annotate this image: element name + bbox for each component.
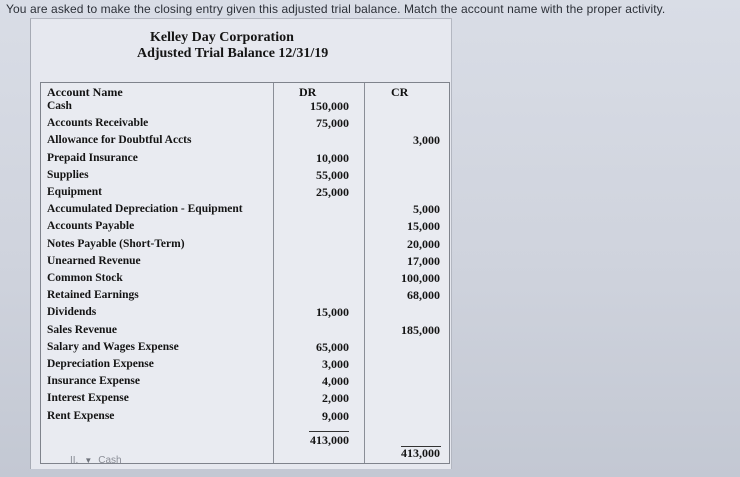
row-cr-value: 20,000	[407, 236, 440, 251]
chevron-down-icon: ▼	[84, 456, 93, 465]
column-divider-dr	[273, 83, 274, 463]
row-dr-value: 4,000	[322, 374, 349, 389]
row-dr-value: 55,000	[316, 167, 349, 182]
instruction-text: You are asked to make the closing entry given this adjusted trial balance. Match the account name with the proper activity.	[6, 2, 666, 16]
row-dr-value: 3,000	[322, 357, 349, 371]
row-account-name: Retained Earnings	[47, 289, 139, 302]
row-account-name: Rent Expense	[47, 409, 115, 422]
row-account-name: Prepaid Insurance	[47, 151, 138, 164]
row-account-name: Allowance for Doubtful Accts	[47, 134, 192, 147]
row-account-name: Salary and Wages Expense	[47, 340, 179, 353]
row-cr-value: 17,000	[407, 253, 440, 268]
row-cr-value: 68,000	[407, 288, 440, 303]
account-dropdown[interactable]	[70, 455, 122, 466]
header-dr: DR	[299, 85, 317, 99]
trial-balance-table	[40, 82, 450, 464]
row-account-name: Accounts Receivable	[47, 117, 149, 130]
row-cr-value: 5,000	[413, 202, 440, 217]
header-account-name: Account Name	[47, 85, 123, 99]
row-account-name: Accounts Payable	[47, 220, 135, 233]
column-divider-cr	[364, 83, 365, 463]
row-cr-value: 15,000	[407, 219, 440, 234]
dr-total-underline	[309, 431, 349, 432]
dr-total: 413,000	[310, 433, 349, 447]
row-account-name: Interest Expense	[47, 392, 129, 405]
row-account-name: Cash	[47, 100, 72, 112]
row-account-name: Accumulated Depreciation - Equipment	[47, 203, 243, 216]
row-dr-value: 9,000	[322, 408, 349, 423]
row-account-name: Dividends	[47, 306, 97, 319]
dropdown-number: II.	[70, 455, 79, 466]
row-cr-value: 185,000	[401, 322, 440, 337]
row-account-name: Common Stock	[47, 272, 123, 284]
row-account-name: Equipment	[47, 186, 102, 198]
row-account-name: Supplies	[47, 168, 89, 181]
dropdown-selected-value: Cash	[98, 455, 122, 466]
row-dr-value: 150,000	[310, 99, 349, 113]
row-dr-value: 75,000	[316, 116, 349, 131]
row-cr-value: 3,000	[413, 133, 440, 148]
row-dr-value: 25,000	[316, 185, 349, 199]
row-account-name: Unearned Revenue	[47, 254, 141, 267]
row-dr-value: 2,000	[322, 391, 349, 406]
company-name: Kelley Day Corporation	[150, 30, 294, 45]
cr-total: 413,000	[401, 446, 440, 460]
report-title: Adjusted Trial Balance 12/31/19	[137, 46, 329, 61]
row-dr-value: 10,000	[316, 150, 349, 165]
row-account-name: Depreciation Expense	[47, 358, 154, 370]
row-account-name: Insurance Expense	[47, 375, 140, 388]
row-account-name: Sales Revenue	[47, 323, 117, 336]
row-dr-value: 65,000	[316, 339, 349, 354]
row-dr-value: 15,000	[316, 305, 349, 320]
header-cr: CR	[391, 85, 409, 99]
row-cr-value: 100,000	[401, 271, 440, 285]
row-account-name: Notes Payable (Short-Term)	[47, 237, 185, 250]
